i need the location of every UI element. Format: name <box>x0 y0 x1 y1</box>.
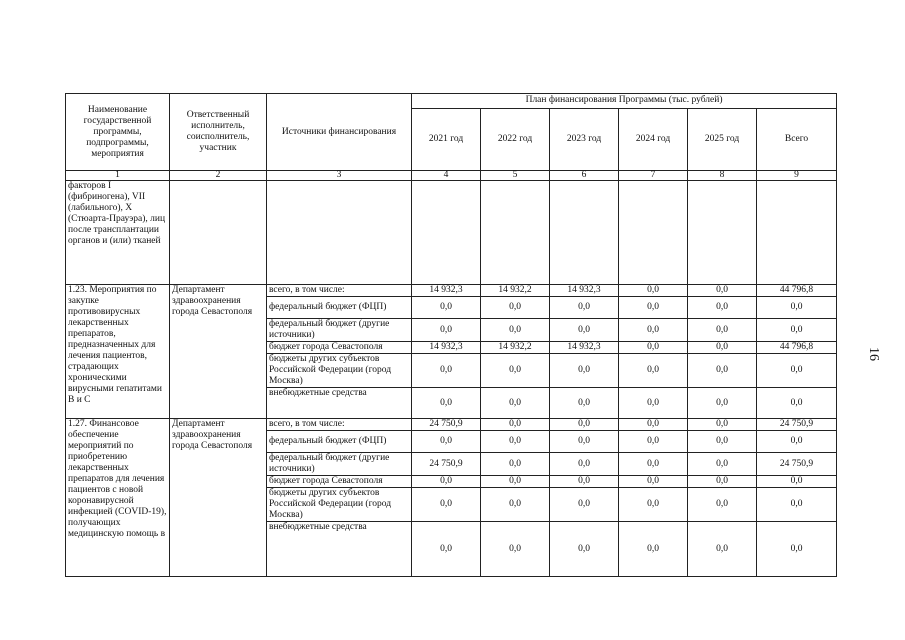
funding-source: федеральный бюджет (ФЦП) <box>267 431 412 453</box>
year-value: 0,0 <box>550 476 619 488</box>
year-value: 0,0 <box>619 388 688 419</box>
empty-cell <box>170 181 267 285</box>
year-value: 0,0 <box>688 419 757 431</box>
year-value: 0,0 <box>619 476 688 488</box>
total-value: 0,0 <box>757 488 837 522</box>
column-number: 2 <box>170 171 267 181</box>
activity-executor: Департамент здравоохранения города Севастополя <box>170 285 267 419</box>
header-name: Наименование государственной программы, подпрограммы, мероприятия <box>66 94 170 171</box>
header-year: 2023 год <box>550 108 619 170</box>
year-value: 0,0 <box>688 431 757 453</box>
year-value: 0,0 <box>481 419 550 431</box>
table-row <box>66 419 837 431</box>
funding-source: бюджет города Севастополя <box>267 476 412 488</box>
year-value: 0,0 <box>619 354 688 388</box>
funding-source: федеральный бюджет (другие источники) <box>267 319 412 342</box>
empty-cell <box>481 181 550 285</box>
year-value: 0,0 <box>481 522 550 577</box>
year-value: 0,0 <box>412 354 481 388</box>
empty-cell <box>412 181 481 285</box>
empty-cell <box>267 181 412 285</box>
year-value: 0,0 <box>412 488 481 522</box>
header-executor: Ответственный исполнитель, соисполнитель, участник <box>170 94 267 171</box>
column-number: 8 <box>688 171 757 181</box>
funding-source: внебюджетные средства <box>267 522 412 577</box>
total-value: 0,0 <box>757 297 837 319</box>
total-value: 0,0 <box>757 476 837 488</box>
funding-source: внебюджетные средства <box>267 388 412 419</box>
total-value: 24 750,9 <box>757 453 837 476</box>
year-value: 14 932,3 <box>412 342 481 354</box>
year-value: 0,0 <box>481 488 550 522</box>
year-value: 0,0 <box>688 522 757 577</box>
header-plan: План финансирования Программы (тыс. рублей) <box>412 94 837 109</box>
year-value: 0,0 <box>481 354 550 388</box>
total-value: 0,0 <box>757 431 837 453</box>
column-number: 6 <box>550 171 619 181</box>
year-value: 0,0 <box>619 342 688 354</box>
year-value: 0,0 <box>550 522 619 577</box>
year-value: 0,0 <box>619 419 688 431</box>
activity-block <box>66 285 837 419</box>
header-year: 2022 год <box>481 108 550 170</box>
total-value: 44 796,8 <box>757 285 837 297</box>
continuation-text: факторов I (фибриногена), VII (лабильного), X (Стюарта-Прауэра), лиц после трансплантации органов и (или) тканей <box>66 181 170 285</box>
funding-source: бюджет города Севастополя <box>267 342 412 354</box>
year-value: 0,0 <box>688 319 757 342</box>
year-value: 0,0 <box>688 354 757 388</box>
year-value: 0,0 <box>481 297 550 319</box>
year-value: 0,0 <box>412 476 481 488</box>
year-value: 14 932,3 <box>550 285 619 297</box>
activity-name: 1.27. Финансовое обеспечение мероприятий по приобретению лекарственных препаратов для лечения пациентов с новой коронавирусной инфекцией (COVID-19), получающих медицинскую помощь в <box>66 419 170 577</box>
empty-cell <box>757 181 837 285</box>
year-value: 0,0 <box>550 388 619 419</box>
year-value: 0,0 <box>688 342 757 354</box>
year-value: 0,0 <box>688 285 757 297</box>
total-value: 44 796,8 <box>757 342 837 354</box>
column-number: 7 <box>619 171 688 181</box>
year-value: 0,0 <box>481 388 550 419</box>
total-value: 0,0 <box>757 319 837 342</box>
year-value: 0,0 <box>688 453 757 476</box>
total-value: 0,0 <box>757 388 837 419</box>
header-year: 2021 год <box>412 108 481 170</box>
year-value: 14 932,3 <box>550 342 619 354</box>
funding-source: федеральный бюджет (ФЦП) <box>267 297 412 319</box>
year-value: 0,0 <box>481 476 550 488</box>
year-value: 0,0 <box>550 319 619 342</box>
year-value: 0,0 <box>619 522 688 577</box>
total-value: 0,0 <box>757 354 837 388</box>
year-value: 14 932,2 <box>481 342 550 354</box>
header-year: 2024 год <box>619 108 688 170</box>
activity-block <box>66 419 837 577</box>
year-value: 0,0 <box>688 297 757 319</box>
year-value: 0,0 <box>550 354 619 388</box>
year-value: 0,0 <box>550 453 619 476</box>
year-value: 0,0 <box>412 522 481 577</box>
funding-source: всего, в том числе: <box>267 285 412 297</box>
funding-source: всего, в том числе: <box>267 419 412 431</box>
year-value: 0,0 <box>619 285 688 297</box>
year-value: 0,0 <box>688 488 757 522</box>
year-value: 24 750,9 <box>412 419 481 431</box>
table-row <box>66 285 837 297</box>
funding-source: бюджеты других субъектов Российской Федерации (город Москва) <box>267 488 412 522</box>
year-value: 0,0 <box>550 488 619 522</box>
column-number: 4 <box>412 171 481 181</box>
activity-executor: Департамент здравоохранения города Севастополя <box>170 419 267 577</box>
total-value: 0,0 <box>757 522 837 577</box>
total-value: 24 750,9 <box>757 419 837 431</box>
header-total: Всего <box>757 108 837 170</box>
year-value: 0,0 <box>481 319 550 342</box>
empty-cell <box>688 181 757 285</box>
empty-cell <box>619 181 688 285</box>
header-source: Источники финансирования <box>267 94 412 171</box>
year-value: 14 932,2 <box>481 285 550 297</box>
column-number: 9 <box>757 171 837 181</box>
year-value: 0,0 <box>550 419 619 431</box>
year-value: 0,0 <box>619 297 688 319</box>
funding-source: бюджеты других субъектов Российской Федерации (город Москва) <box>267 354 412 388</box>
year-value: 0,0 <box>619 319 688 342</box>
year-value: 0,0 <box>688 476 757 488</box>
year-value: 0,0 <box>481 431 550 453</box>
year-value: 0,0 <box>412 297 481 319</box>
column-number: 1 <box>66 171 170 181</box>
year-value: 0,0 <box>550 297 619 319</box>
year-value: 0,0 <box>619 488 688 522</box>
year-value: 0,0 <box>481 453 550 476</box>
page-number: 16 <box>866 347 881 361</box>
year-value: 0,0 <box>412 431 481 453</box>
year-value: 14 932,3 <box>412 285 481 297</box>
year-value: 0,0 <box>412 388 481 419</box>
funding-source: федеральный бюджет (другие источники) <box>267 453 412 476</box>
column-number: 5 <box>481 171 550 181</box>
financing-table <box>65 93 837 577</box>
column-number: 3 <box>267 171 412 181</box>
year-value: 0,0 <box>412 319 481 342</box>
year-value: 0,0 <box>550 431 619 453</box>
year-value: 0,0 <box>619 431 688 453</box>
empty-cell <box>550 181 619 285</box>
year-value: 24 750,9 <box>412 453 481 476</box>
activity-name: 1.23. Мероприятия по закупке противовирусных лекарственных препаратов, предназначенных для лечения пациентов, страдающих хроническими вирусными гепатитами В и С <box>66 285 170 419</box>
year-value: 0,0 <box>619 453 688 476</box>
header-year: 2025 год <box>688 108 757 170</box>
year-value: 0,0 <box>688 388 757 419</box>
